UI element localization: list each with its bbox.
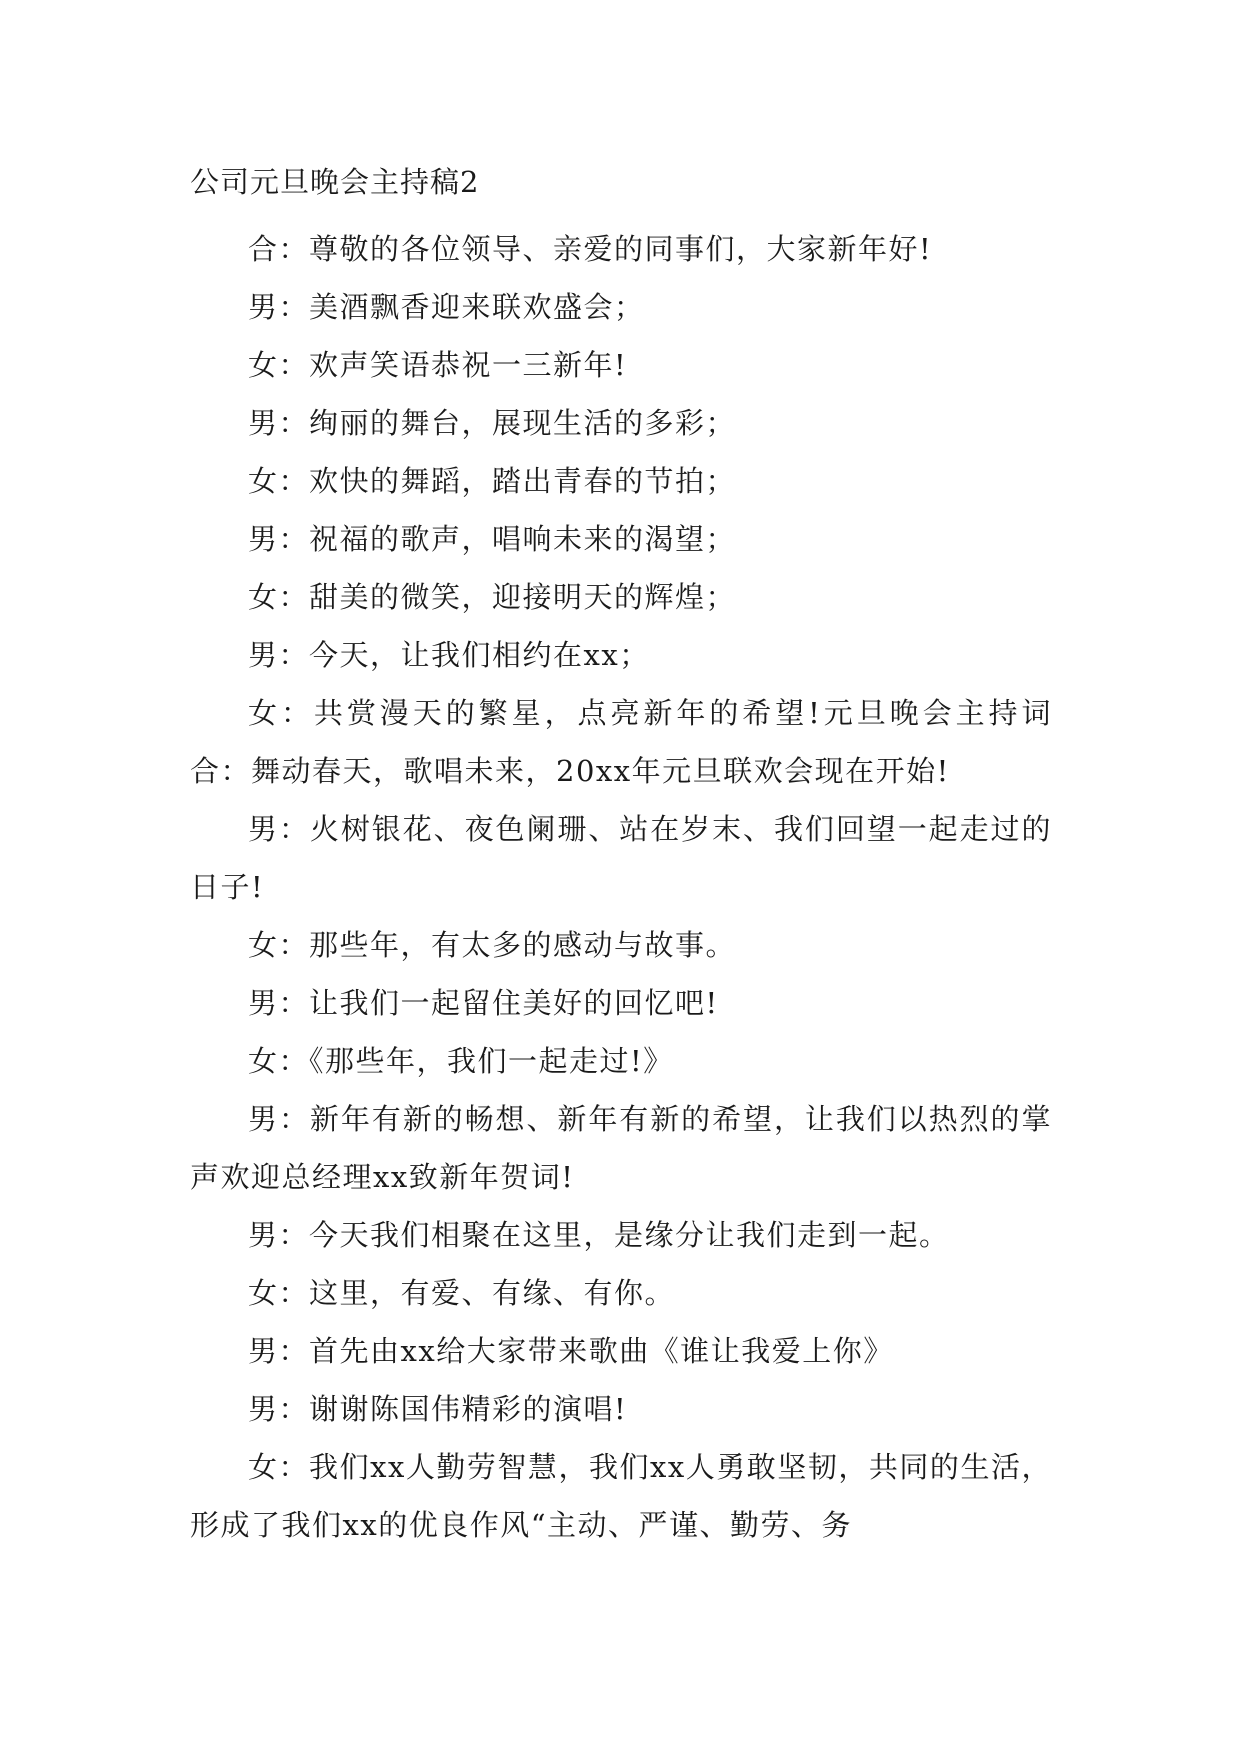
paragraph: 男：今天我们相聚在这里，是缘分让我们走到一起。 <box>248 1218 950 1252</box>
paragraph: 合：尊敬的各位领导、亲爱的同事们，大家新年好! <box>248 232 933 266</box>
document-title: 公司元旦晚会主持稿2 <box>190 165 480 199</box>
document-body <box>190 162 1052 1554</box>
paragraph: 男：新年有新的畅想、新年有新的希望，让我们以热烈的掌声欢迎总经理xx致新年贺词! <box>190 1102 1052 1194</box>
paragraph: 男：让我们一起留住美好的回忆吧! <box>248 986 719 1020</box>
paragraph: 男：美酒飘香迎来联欢盛会； <box>248 290 645 324</box>
paragraph: 女：共赏漫天的繁星，点亮新年的希望!元旦晚会主持词合：舞动春天，歌唱未来，20xx年元旦联欢会现在开始! <box>190 696 1052 788</box>
paragraph: 男：绚丽的舞台，展现生活的多彩； <box>248 406 737 440</box>
paragraph: 女：甜美的微笑，迎接明天的辉煌； <box>248 580 737 614</box>
paragraph: 男：谢谢陈国伟精彩的演唱! <box>248 1392 628 1426</box>
paragraph: 男：今天，让我们相约在xx； <box>248 638 650 672</box>
paragraph: 女：这里，有爱、有缘、有你。 <box>248 1276 676 1310</box>
paragraph: 女：欢快的舞蹈，踏出青春的节拍； <box>248 464 737 498</box>
paragraph: 男：火树银花、夜色阑珊、站在岁末、我们回望一起走过的日子! <box>190 812 1052 904</box>
paragraph: 男：祝福的歌声，唱响未来的渴望； <box>248 522 737 556</box>
paragraph: 男：首先由xx给大家带来歌曲《谁让我爱上你》 <box>248 1334 894 1368</box>
paragraph: 女：欢声笑语恭祝一三新年! <box>248 348 628 382</box>
paragraph: 女：那些年，有太多的感动与故事。 <box>248 928 737 962</box>
paragraph: 女：我们xx人勤劳智慧，我们xx人勇敢坚韧，共同的生活，形成了我们xx的优良作风“主动、严谨、勤劳、务 <box>190 1450 1052 1542</box>
paragraph: 女：《那些年，我们一起走过!》 <box>248 1044 674 1078</box>
